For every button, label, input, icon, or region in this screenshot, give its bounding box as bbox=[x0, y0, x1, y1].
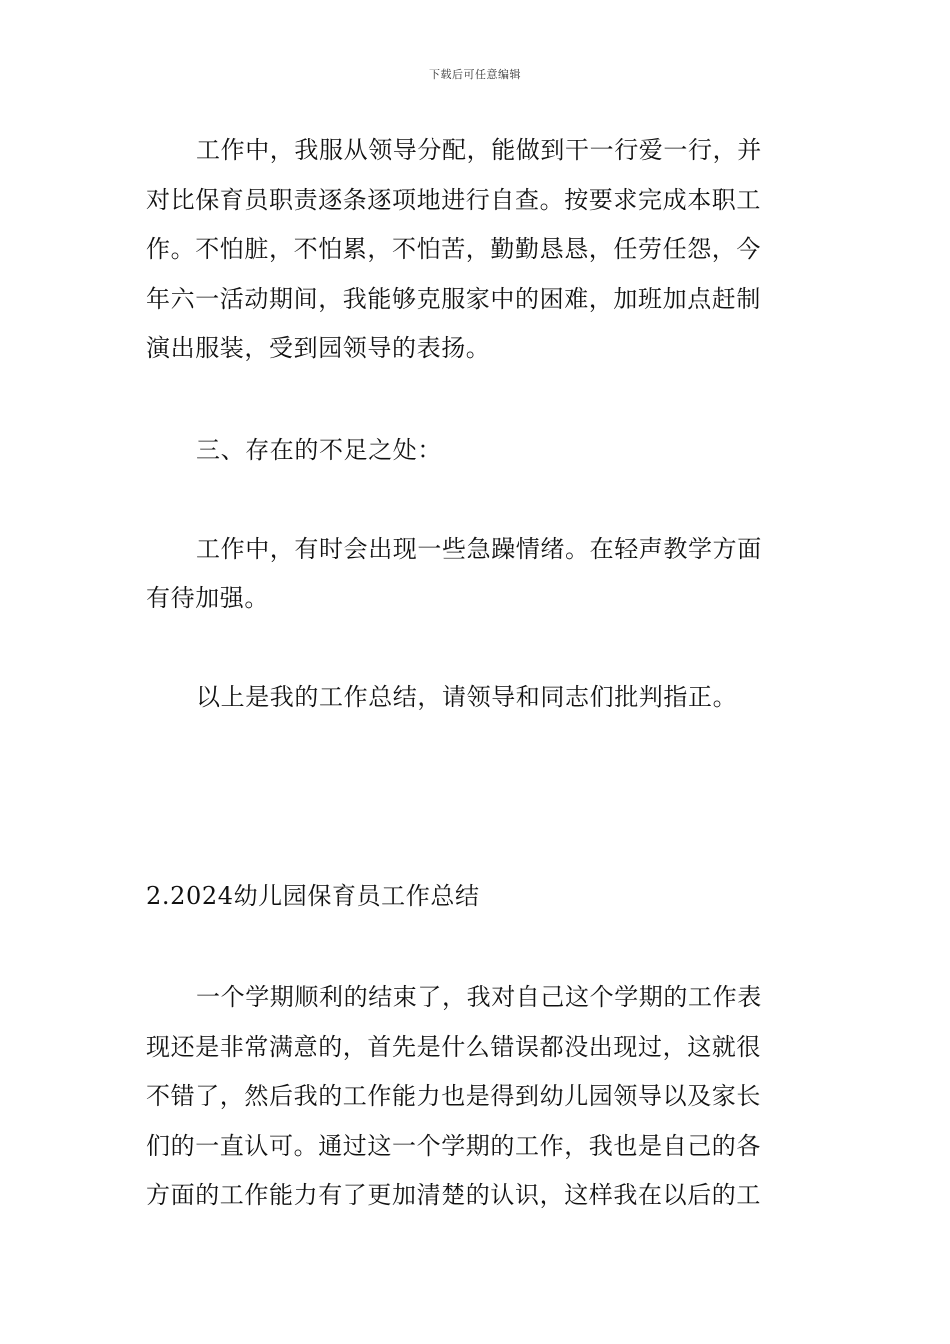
section-heading: 三、存在的不足之处： bbox=[196, 436, 442, 464]
paragraph-line: 演出服装，受到园领导的表扬。 bbox=[146, 334, 491, 362]
paragraph-line: 们的一直认可。通过这一个学期的工作，我也是自己的各 bbox=[146, 1132, 761, 1160]
paragraph-line: 作。不怕脏，不怕累，不怕苦，勤勤恳恳，任劳任怨，今 bbox=[146, 235, 761, 263]
paragraph-line: 以上是我的工作总结，请领导和同志们批判指正。 bbox=[196, 683, 738, 711]
paragraph-line: 方面的工作能力有了更加清楚的认识，这样我在以后的工 bbox=[146, 1181, 761, 1209]
paragraph-line: 现还是非常满意的，首先是什么错误都没出现过，这就很 bbox=[146, 1033, 761, 1061]
paragraph-line: 工作中，我服从领导分配，能做到干一行爱一行，并 bbox=[196, 136, 762, 164]
document-title: 2.2024幼儿园保育员工作总结 bbox=[146, 882, 480, 910]
paragraph-line: 工作中，有时会出现一些急躁情绪。在轻声教学方面 bbox=[196, 535, 762, 563]
paragraph-line: 有待加强。 bbox=[146, 584, 269, 612]
paragraph-line: 一个学期顺利的结束了，我对自己这个学期的工作表 bbox=[196, 983, 762, 1011]
paragraph-line: 不错了，然后我的工作能力也是得到幼儿园领导以及家长 bbox=[146, 1082, 761, 1110]
header-note: 下载后可任意编辑 bbox=[429, 68, 521, 81]
paragraph-line: 年六一活动期间，我能够克服家中的困难，加班加点赶制 bbox=[146, 285, 761, 313]
paragraph-line: 对比保育员职责逐条逐项地进行自查。按要求完成本职工 bbox=[146, 186, 761, 214]
